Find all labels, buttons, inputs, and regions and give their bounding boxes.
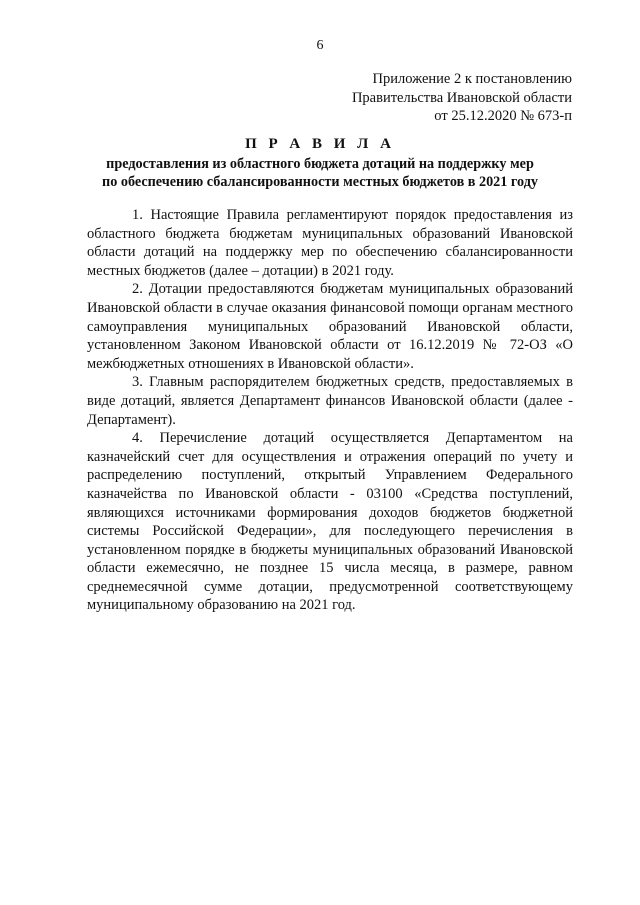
subtitle-line-2: по обеспечению сбалансированности местных бюджетов в 2021 году: [102, 173, 538, 190]
paragraph-1: 1. Настоящие Правила регламентируют порядок предоставления из областного бюджета бюджетам муниципальных образований Ивановской области дотаций на поддержку мер по обеспечению сбалансированности местных бюджетов (далее – дотации) в 2021 году.: [87, 207, 573, 279]
document-title: П Р А В И Л А: [245, 136, 395, 152]
paragraph-4: 4. Перечисление дотаций осуществляется Департаментом на казначейский счет для осуществления и отражения операций по учету и распределению поступлений, открытый Управлением Федерального казначейства по Ивановской области - 03100 «Средства поступлений, являющихся источниками формирования доходов бюджетов бюджетной системы Российской Федерации», для последующего перечисления в установленном порядке в бюджеты муниципальных образований Ивановской области ежемесячно, не позднее 15 числа месяца, в размере, равном среднемесячной сумме дотации, предусмотренной соответствующему муниципальному образованию на 2021 год.: [87, 430, 573, 614]
appendix-line-2: Правительства Ивановской области: [351, 89, 572, 106]
document-subtitle: [0, 156, 640, 191]
paragraph-3: 3. Главным распорядителем бюджетных средств, предоставляемых в виде дотаций, является Департамент финансов Ивановской области (далее - Департамент).: [87, 374, 573, 428]
document-body: [87, 206, 573, 615]
appendix-header: [352, 70, 572, 126]
appendix-line-3: от 25.12.2020 № 673-п: [434, 108, 572, 124]
subtitle-line-1: предоставления из областного бюджета дотаций на поддержку мер: [106, 156, 534, 172]
paragraph-2: 2. Дотации предоставляются бюджетам муниципальных образований Ивановской области в случае оказания финансовой помощи органам местного самоуправления муниципальных образований Ивановской области, установленном Законом Ивановской области от 16.12.2019 № 72-ОЗ «О межбюджетных отношениях в Ивановской области».: [87, 281, 573, 372]
page-number: 6: [316, 38, 324, 53]
appendix-line-1: Приложение 2 к постановлению: [372, 71, 572, 87]
